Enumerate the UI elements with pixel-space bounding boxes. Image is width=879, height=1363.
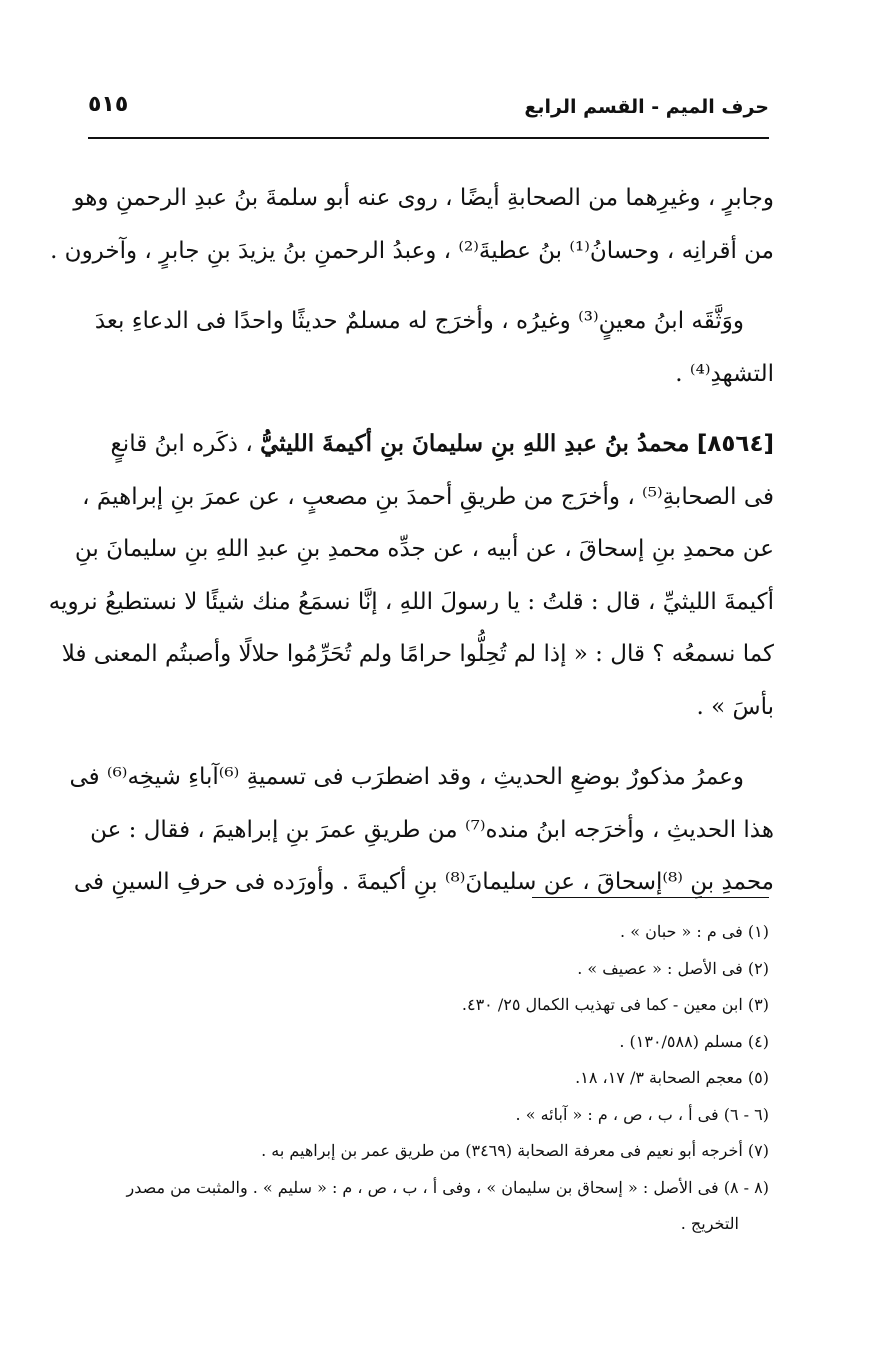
text-line: وجابرٍ ، وغيرِهما من الصحابةِ أيضًا ، روى عنه أبو سلمةَ بنُ عبدِ الرحمنِ وهو: [73, 185, 774, 211]
entry-heading-line: [84, 418, 774, 471]
footnotes: [88, 914, 769, 1243]
text-line: عن محمدِ بنِ إسحاقَ ، عن أبيه ، عن جدِّه محمدِ بنِ عبدِ اللهِ بنِ سليمانَ بنِ: [74, 536, 774, 562]
text-line: هذا الحديثِ ، وأخرَجه ابنُ منده⁽⁷⁾ من طريقِ عمرَ بنِ إبراهيمَ ، فقال : عن: [90, 816, 774, 843]
paragraph-entry-8564: [48, 418, 774, 733]
footnote: (٣) ابن معين - كما فى تهذيب الكمال ٢٥/ ٤٣٠.: [461, 995, 769, 1014]
paragraph-4: [69, 751, 774, 909]
page-number: ٥١٥: [88, 92, 129, 117]
text-line: محمدِ بنِ ⁽⁸⁾إسحاقَ ، عن سليمانَ⁽⁸⁾ بنِ أكيمةَ . وأورَده فى حرفِ السينِ فى: [73, 869, 774, 895]
text-line: أكيمةَ الليثيِّ ، قال : قلتُ : يا رسولَ اللهِ ، إنَّا نسمَعُ منك شيئًا لا نستطيعُ نرويه: [48, 588, 774, 615]
footnote: (١) فى م : « حبان » .: [620, 922, 769, 941]
footnote: (٥) معجم الصحابة ٣/ ١٧، ١٨.: [575, 1068, 769, 1087]
footnote-separator: [532, 897, 769, 898]
main-text: [48, 172, 774, 909]
text-line: كما نسمعُه ؟ قال : « إذا لم تُحِلُّوا حرامًا ولم تُحَرِّمُوا حلالًا وأصبتُم المعنى فلا: [61, 641, 774, 667]
text-line: فى الصحابةِ⁽⁵⁾ ، وأخرَج من طريقِ أحمدَ بنِ مصعبٍ ، عن عمرَ بنِ إبراهيمَ ،: [82, 483, 774, 510]
text-line: وعمرُ مذكورٌ بوضعِ الحديثِ ، وقد اضطرَب فى تسميةِ ⁽⁶⁾آباءِ شيخِه⁽⁶⁾ فى: [69, 764, 744, 790]
text-line: من أقرانِه ، وحسانُ⁽¹⁾ بنُ عطيةَ⁽²⁾ ، وعبدُ الرحمنِ بنُ يزيدَ بنِ جابرٍ ، وآخرون .: [50, 237, 774, 264]
page-header: [88, 92, 769, 130]
running-title: حرف الميم - القسم الرابع: [524, 96, 769, 118]
paragraph-2: [84, 295, 774, 400]
footnote: (٦ - ٦) فى أ ، ب ، ص ، م : « آبائه » .: [515, 1104, 769, 1124]
text-line: التشهدِ⁽⁴⁾ .: [675, 360, 774, 387]
entry-name: محمدُ بنُ عبدِ اللهِ بنِ سليمانَ بنِ أكيمةَ الليثيُّ: [260, 430, 690, 457]
text-line: بأسَ » .: [696, 693, 774, 720]
footnote: (٧) أخرجه أبو نعيم فى معرفة الصحابة (٣٤٦٩) من طريق عمر بن إبراهيم به .: [261, 1141, 769, 1160]
header-rule: [88, 137, 769, 139]
footnote-continuation: التخريج .: [680, 1214, 739, 1233]
footnote: (٨ - ٨) فى الأصل : « إسحاق بن سليمان » ، وفى أ ، ب ، ص ، م : « سليم » . والمثبت من مصدر: [126, 1177, 769, 1197]
entry-number: [٨٥٦٤]: [696, 431, 774, 457]
footnote: (٤) مسلم (١٣٠/٥٨٨) .: [619, 1031, 769, 1051]
text-line: ووَثَّقَه ابنُ معينٍ⁽³⁾ وغيرُه ، وأخرَج له مسلمٌ حديثًا واحدًا فى الدعاءِ بعدَ: [94, 308, 744, 334]
footnote: (٢) فى الأصل : « عصيف » .: [577, 958, 769, 978]
entry-heading-rest: ، ذكَره ابنُ قانعٍ: [110, 431, 253, 457]
paragraph-1: [50, 172, 774, 277]
